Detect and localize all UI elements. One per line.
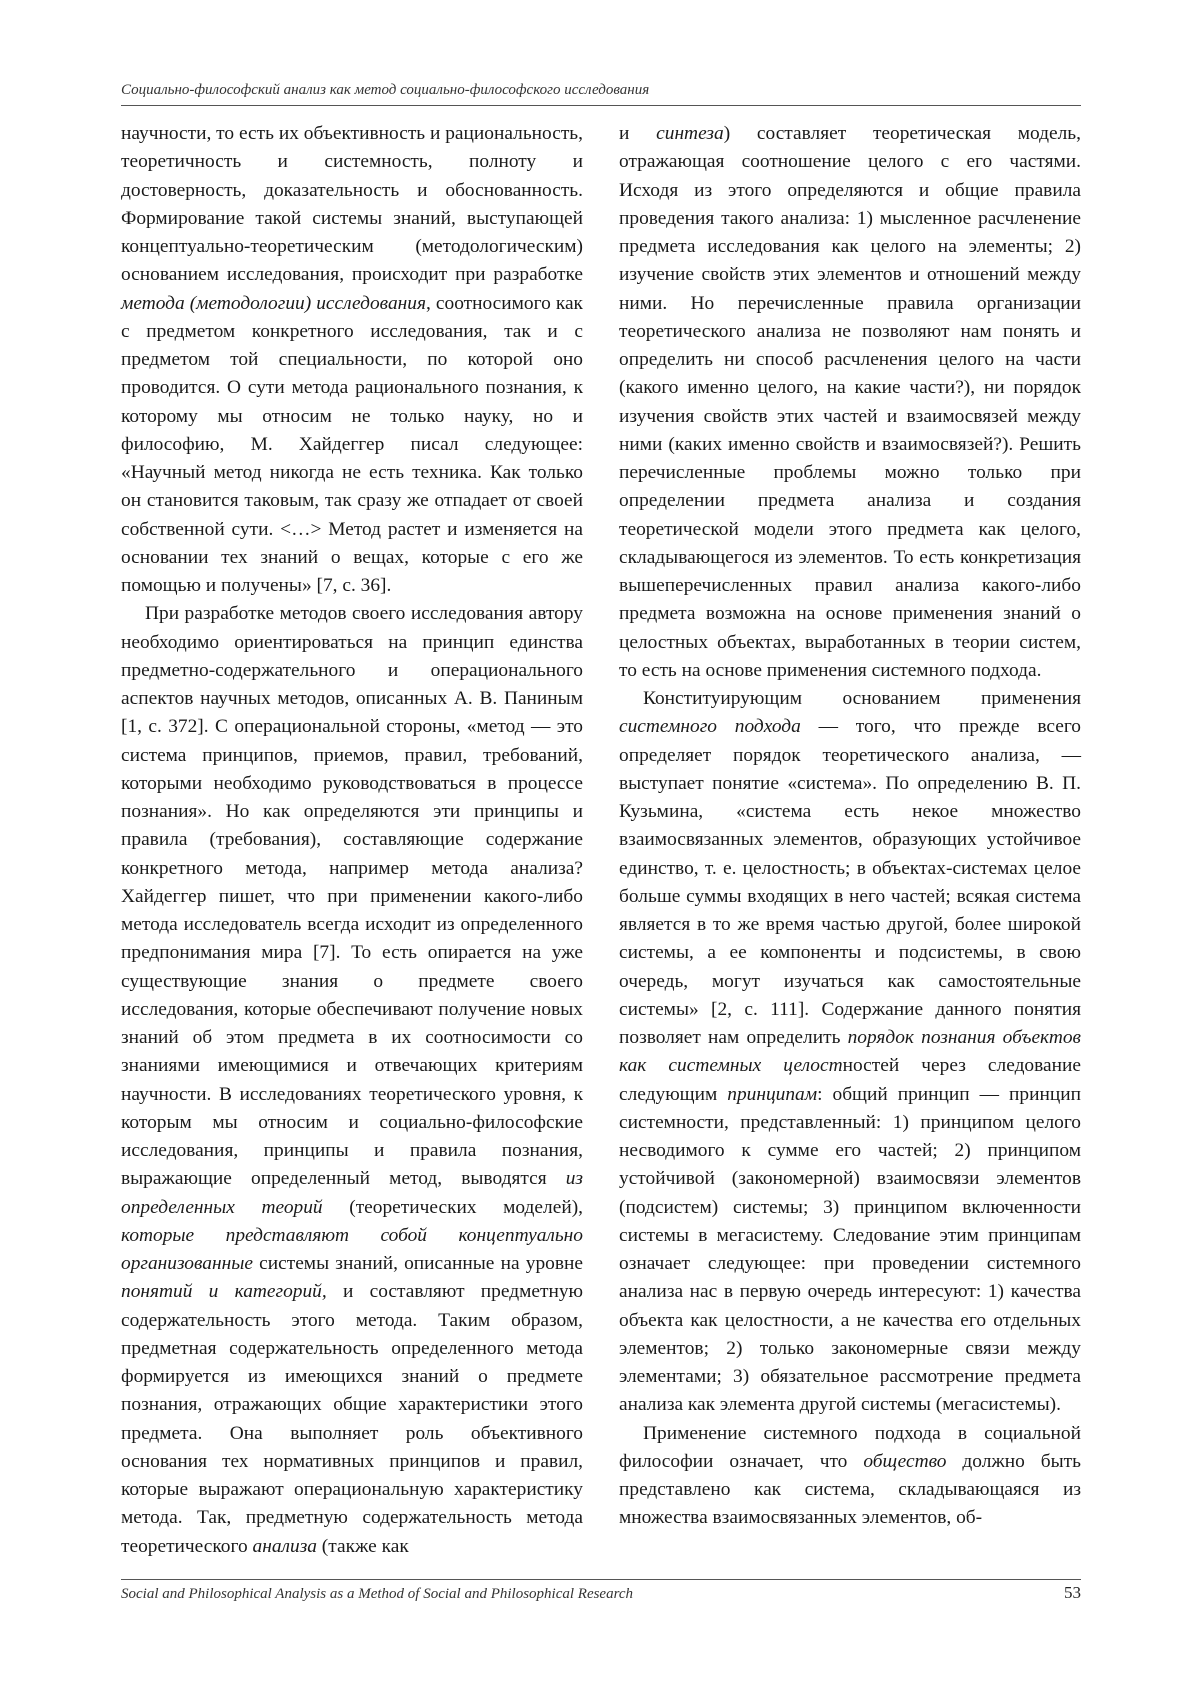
text-run: и: [619, 123, 657, 144]
text-run: — того, что прежде всего определяет порядок теоретического анализа, — выступает понятие «система». По определению В. П. Кузьмина, «система есть некое множество взаимосвязанных элементов, образующих устойчивое единство, т. е. целостность; в объектах-системах целое больше суммы входящих в него частей; всякая система является в то же время частью другой, более широкой системы, а ее компоненты и подсистемы, в свою очередь, могут изучаться как самостоятельные системы» [2, с. 111]. Содержание данного понятия позволяет нам определить: [619, 716, 1081, 1048]
emphasis: из определенных теорий: [121, 1168, 583, 1218]
text-run: : общий принцип — принцип системности, представленный: 1) принципом целого несводимого к сумме его частей; 2) принципом устойчивой (закономерной) взаимосвязи элементов (подсистем) системы; 3) принципом включенности системы в мегасистему. Следование этим принципам означает следующее: при проведении системного анализа нас в первую очередь интересуют: 1) качества объекта как целостности, а не качества его отдельных элементов; 2) только закономерные связи между элементами; 3) обязательное рассмотрение предмета анализа как элемента другой системы (мегасистемы).: [619, 1083, 1081, 1416]
emphasis: принципам: [727, 1083, 818, 1105]
emphasis: порядок познания объектов как системных целост: [619, 1027, 1081, 1077]
text-run: должно быть представлено как система, складывающаяся из множества взаимосвязанных элементов, об-: [619, 1450, 1082, 1529]
emphasis: системного подхода: [619, 716, 801, 738]
text-run: Применение системного подхода в социальной философии означает, что: [619, 1422, 1081, 1472]
paragraph: [619, 120, 1081, 685]
paragraph: [619, 1420, 1081, 1533]
text-run: Конституирующим основанием применения: [643, 688, 1081, 709]
emphasis: метода (методологии) исследования: [121, 292, 426, 314]
running-head: Социально-философский анализ как метод социально-философского исследования: [121, 82, 650, 98]
text-run: научности, то есть их объективность и рациональность, теоретичность и системность, полноту и достоверность, доказательность и обоснованность. Формирование такой системы знаний, выступающей концептуально-теоретическим (методологическим) основанием исследования, происходит при разработке: [121, 123, 583, 286]
running-foot: Social and Philosophical Analysis as a Method of Social and Philosophical Research: [121, 1586, 634, 1602]
header-rule: [121, 105, 1081, 106]
text-run: и составляют предметную содержательность этого метода. Таким образом, предметная содержательность определенного метода формируется из имеющихся знаний о предмете познания, отражающих общие характеристики этого предмета. Она выполняет роль объективного основания тех нормативных принципов и правил, которые выражают операциональную характеристику метода. Так, предметную содержательность метода теоретического: [121, 1281, 583, 1557]
left-column: [121, 120, 583, 1561]
emphasis: синтеза: [656, 123, 724, 144]
footer-rule: [121, 1579, 1081, 1580]
text-run: , соотносимого как с предметом конкретного исследования, так и с предметом той специальности, по которой оно проводится. О сути метода рационального познания, к которому мы относим не только науку, но и философию, М. Хайдеггер писал следующее: «Научный метод никогда не есть техника. Как только он становится таковым, так сразу же отпадает от своей собственной сути. <…> Метод растет и изменяется на основании тех знаний о вещах, которые с его же помощью и получены» [7, с. 36].: [121, 292, 583, 596]
text-run: ) составляет теоретическая модель, отражающая соотношение целого с его частями. Исходя из этого определяются и общие правила проведения такого анализа: 1) мысленное расчленение предмета исследования как целого на элементы; 2) изучение свойств этих элементов и отношений между ними. Но перечисленные правила организации теоретического анализа не позволяют нам понять и определить ни способ расчленения целого на части (какого именно целого, на какие части?), ни порядок изучения свойств этих частей и взаимосвязей между ними (каких именно свойств и взаимосвязей?). Решить перечисленные проблемы можно только при определении предмета анализа и создания теоретической модели этого предмета как целого, складывающегося из элементов. То есть конкретизация вышеперечисленных правил анализа какого-либо предмета возможна на основе применения знаний о целостных объектах, выработанных в теории систем, то есть на основе применения системного подхода.: [619, 123, 1081, 681]
text-run: При разработке методов своего исследования автору необходимо ориентироваться на принцип единства предметно-содержательного и операционального аспектов научных методов, описанных А. В. Паниным [1, с. 372]. С операциональной стороны, «метод — это система принципов, приемов, правил, требований, которыми необходимо руководствоваться в процессе познания». Но как определяются эти принципы и правила (требования), составляющие содержание конкретного метода, например метода анализа? Хайдеггер пишет, что при применении какого-либо метода исследователь всегда исходит из определенного предпонимания мира [7]. То есть опирается на уже существующие знания о предмете своего исследования, которые обеспечивают получение новых знаний об этом предмета в их соотносимости со знаниями имеющимися и отвечающих критериям научности. В исследованиях теоретического уровня, к которым мы относим и социально-философские исследования, принципы и правила познания, выражающие определенный метод, выводятся: [121, 603, 583, 1190]
right-column: [619, 120, 1081, 1533]
emphasis: общество: [863, 1450, 947, 1472]
paragraph: [619, 685, 1081, 1420]
emphasis: понятий и категорий,: [121, 1281, 327, 1303]
text-run: ностей через следование следующим: [619, 1055, 1081, 1105]
emphasis: которые представляют собой концептуально организованные: [121, 1224, 583, 1274]
paragraph: [121, 120, 583, 600]
page-number: 53: [1064, 1583, 1081, 1602]
text-run: системы знаний, описанные на уровне: [252, 1253, 583, 1274]
text-run: (также как: [316, 1535, 409, 1557]
paragraph: [121, 600, 583, 1561]
emphasis: анализа: [252, 1535, 317, 1557]
text-run: (теоретических моделей),: [322, 1196, 583, 1218]
